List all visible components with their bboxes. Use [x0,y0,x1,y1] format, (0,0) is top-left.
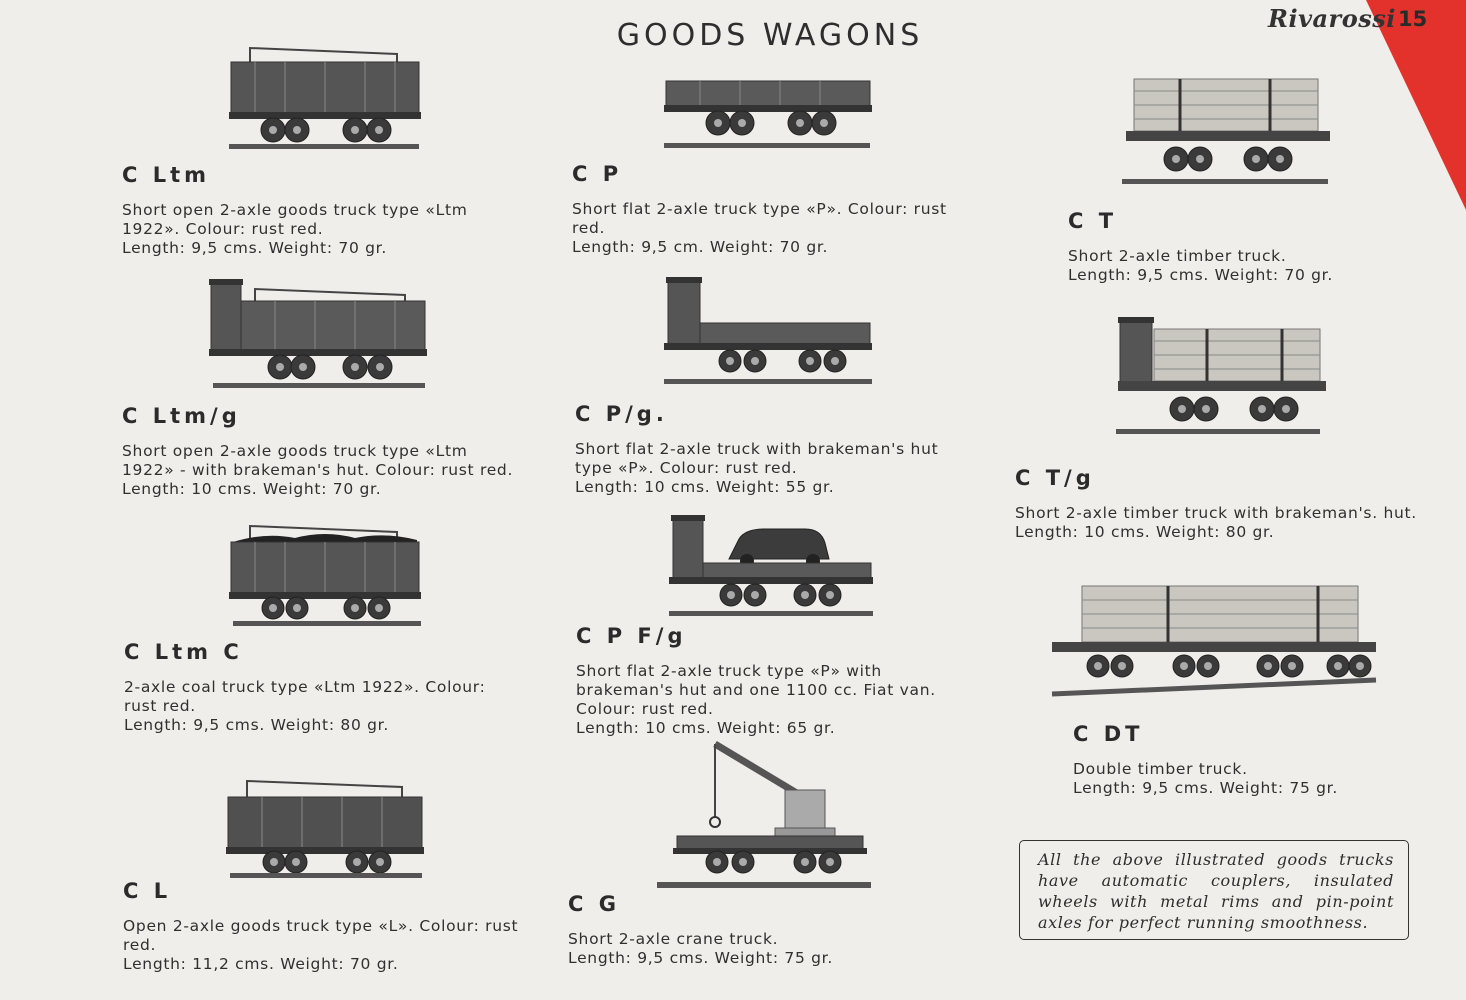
item-description: Short open 2-axle goods truck type «Ltm 1922». Colour: rust red. [122,201,468,238]
item-code: C T/g [1015,466,1095,490]
item-c-t-g [1015,466,1425,542]
wagon-image-c-t [1120,75,1335,190]
item-c-p-f-g [576,624,976,738]
item-description: Short flat 2-axle truck with brakeman's hut type «P». Colour: rust red. [575,440,939,477]
item-spec: Length: 10 cms. Weight: 70 gr. [122,480,382,498]
brand-logo: Rivarossi [1268,4,1396,33]
item-spec: Length: 9,5 cms. Weight: 80 gr. [124,716,389,734]
item-description: Short 2-axle timber truck. [1068,247,1287,265]
item-spec: Length: 11,2 cms. Weight: 70 gr. [123,955,399,973]
item-c-dt [1073,722,1413,798]
wagon-image-c-ltm-c [225,520,425,632]
item-c-p-g [575,402,975,497]
wagon-image-c-t-g [1112,315,1332,440]
item-c-p [572,162,972,257]
wagon-image-c-ltm-g [205,275,430,400]
item-description: Short flat 2-axle truck type «P» with brakeman's hut and one 1100 cc. Fiat van. Colour: rust red. [576,662,936,718]
wagon-image-c-g [655,738,875,893]
wagon-image-c-dt [1048,582,1380,700]
wagon-image-c-p-f-g [665,515,875,620]
item-code: C G [568,892,620,916]
item-c-ltm-c [124,640,524,735]
item-code: C P [572,162,623,186]
item-description: Open 2-axle goods truck type «L». Colour: rust red. [123,917,519,954]
features-note-text: All the above illustrated goods trucks have automatic couplers, insulated wheels with metal rims and pin-point axles for perfect running smoothness. [1038,850,1394,932]
item-c-g [568,892,968,968]
wagon-image-c-ltm [225,40,425,155]
features-note-box [1019,840,1409,940]
item-c-ltm [122,163,522,258]
wagon-image-c-p [660,75,875,155]
item-spec: Length: 9,5 cm. Weight: 70 gr. [572,238,829,256]
page-number: 15 [1398,7,1428,31]
item-spec: Length: 10 cms. Weight: 55 gr. [575,478,835,496]
item-code: C T [1068,209,1118,233]
item-spec: Length: 10 cms. Weight: 65 gr. [576,719,836,737]
page-title: GOODS WAGONS [616,18,924,53]
item-code: C Ltm/g [122,404,241,428]
item-spec: Length: 9,5 cms. Weight: 75 gr. [1073,779,1338,797]
item-description: 2-axle coal truck type «Ltm 1922». Colour: rust red. [124,678,486,715]
item-code: C Ltm C [124,640,243,664]
item-code: C DT [1073,722,1144,746]
item-description: Double timber truck. [1073,760,1248,778]
wagon-image-c-l [222,777,427,882]
item-c-ltm-g [122,404,522,499]
item-c-l [123,879,523,974]
item-description: Short open 2-axle goods truck type «Ltm 1922» - with brakeman's hut. Colour: rust red. [122,442,514,479]
item-code: C L [123,879,172,903]
item-c-t [1068,209,1428,285]
item-description: Short 2-axle timber truck with brakeman's. hut. [1015,504,1417,522]
item-code: C P F/g [576,624,687,648]
item-code: C P/g. [575,402,668,426]
item-spec: Length: 9,5 cms. Weight: 70 gr. [122,239,387,257]
item-description: Short 2-axle crane truck. [568,930,779,948]
wagon-image-c-p-g [660,275,875,390]
item-code: C Ltm [122,163,211,187]
item-description: Short flat 2-axle truck type «P». Colour: rust red. [572,200,947,237]
item-spec: Length: 10 cms. Weight: 80 gr. [1015,523,1275,541]
item-spec: Length: 9,5 cms. Weight: 75 gr. [568,949,833,967]
item-spec: Length: 9,5 cms. Weight: 70 gr. [1068,266,1333,284]
